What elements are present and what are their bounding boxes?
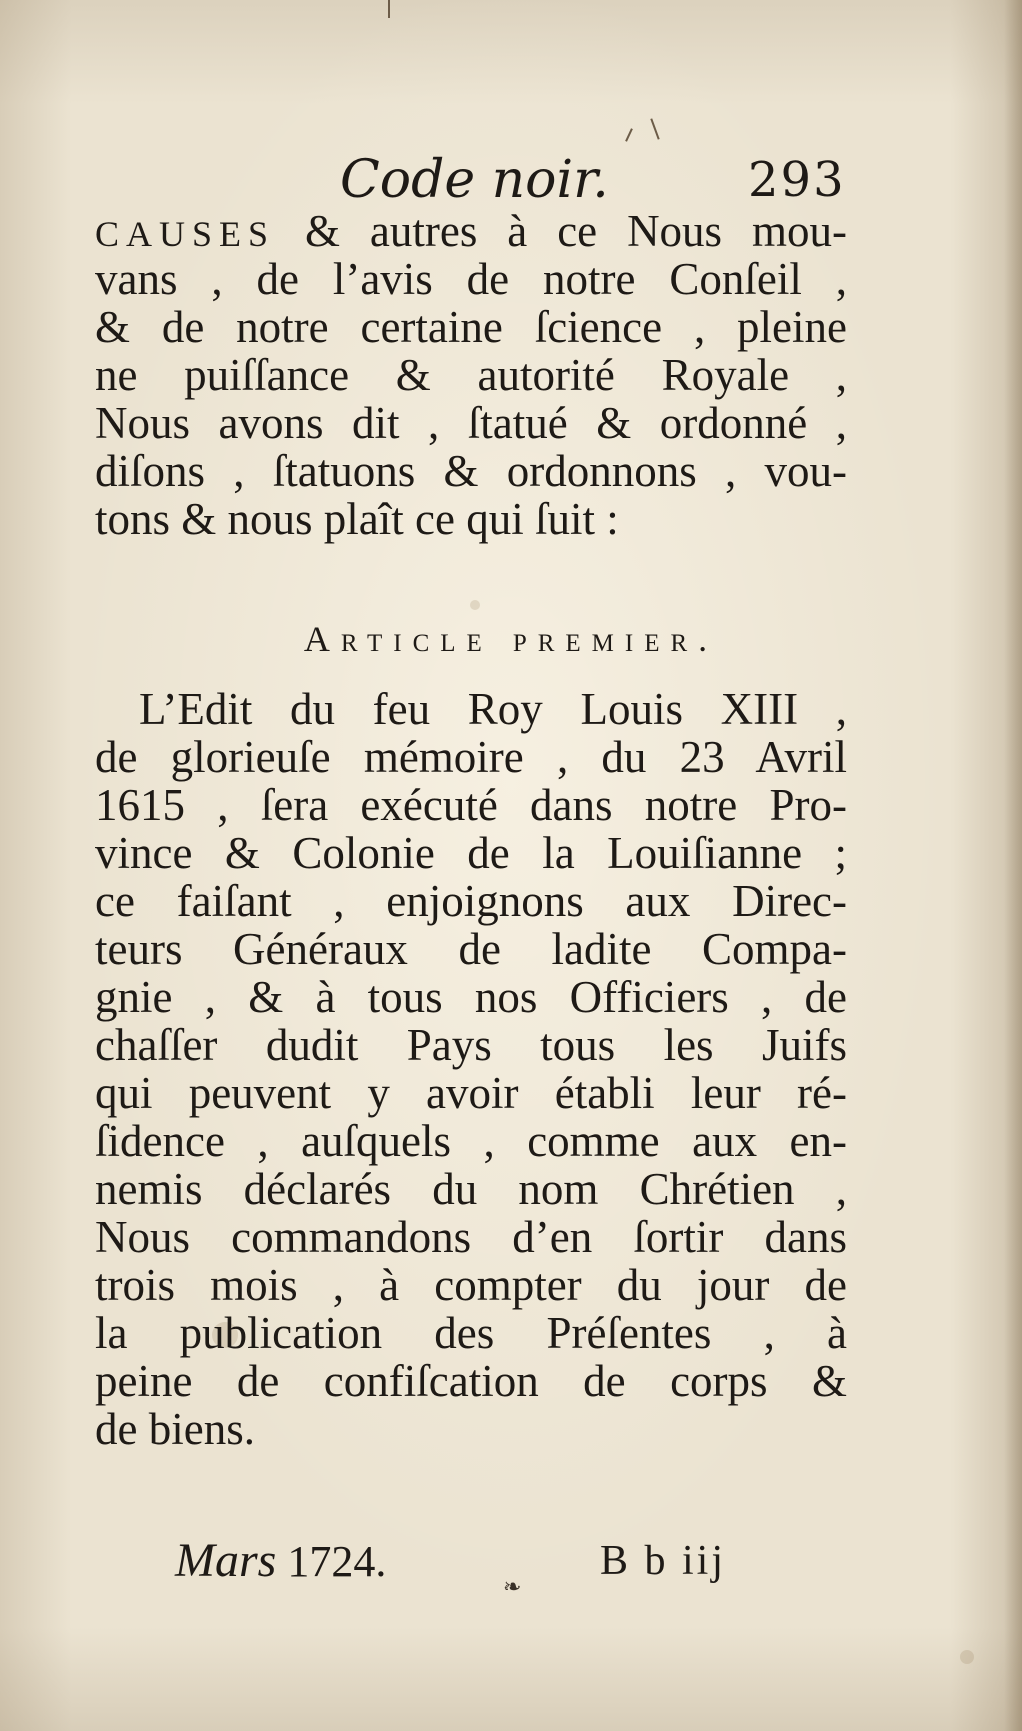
footer-month: Mars xyxy=(175,1534,277,1587)
text-line: trois mois , à compter du jour de xyxy=(95,1260,847,1310)
paper-stain xyxy=(960,1650,974,1664)
paper-mark xyxy=(388,0,390,18)
footer-year: 1724. xyxy=(287,1537,387,1586)
running-title: Code noir. xyxy=(340,150,609,210)
text-line: Nous commandons d’en ſortir dans xyxy=(95,1212,847,1262)
text-line: L’Edit du feu Roy Louis XIII , xyxy=(139,684,847,734)
text-line: vans , de l’avis de notre Conſeil , xyxy=(95,254,847,304)
text-line: de biens. xyxy=(95,1404,255,1454)
text-line: ſidence , auſquels , comme aux en- xyxy=(95,1116,847,1166)
signature-mark: B b iij xyxy=(600,1538,727,1584)
text-line: de glorieuſe mémoire , du 23 Avril xyxy=(95,732,847,782)
paper-mark xyxy=(650,118,659,139)
text-line: ce faiſant , enjoignons aux Direc- xyxy=(95,876,847,926)
article-paragraph xyxy=(95,685,847,1453)
text-line: Nous avons dit , ſtatué & ordonné , xyxy=(95,398,847,448)
lead-word: CAUSES xyxy=(95,214,276,254)
text-line: tons & nous plaît ce qui ſuit : xyxy=(95,494,619,544)
article-heading: Article premier. xyxy=(303,619,719,659)
text-line: vince & Colonie de la Louiſianne ; xyxy=(95,828,847,878)
footer-date xyxy=(175,1533,386,1590)
paper-stain xyxy=(470,600,480,610)
page-number: 293 xyxy=(748,152,846,208)
text-line: qui peuvent y avoir établi leur ré- xyxy=(95,1068,847,1118)
text-line: teurs Généraux de ladite Compa- xyxy=(95,924,847,974)
text-line: 1615 , ſera exécuté dans notre Pro- xyxy=(95,780,847,830)
text-line-rest: & autres à ce Nous mou- xyxy=(275,206,847,256)
printers-ornament-icon: ❧ xyxy=(503,1575,522,1600)
text-line: peine de confiſcation de corps & xyxy=(95,1356,847,1406)
text-line: nemis déclarés du nom Chrétien , xyxy=(95,1164,847,1214)
text-line: chaſſer dudit Pays tous les Juifs xyxy=(95,1020,847,1070)
intro-paragraph xyxy=(95,207,847,543)
text-line: & de notre certaine ſcience , pleine xyxy=(95,302,847,352)
text-line: gnie , & à tous nos Officiers , de xyxy=(95,972,847,1022)
text-line: la publication des Préſentes , à xyxy=(95,1308,847,1358)
text-line xyxy=(95,207,847,255)
text-line: diſons , ſtatuons & ordonnons , vou- xyxy=(95,446,847,496)
paper-mark xyxy=(625,128,633,142)
text-line: ne puiſſance & autorité Royale , xyxy=(95,350,847,400)
page-edge-shadow xyxy=(1004,0,1022,1731)
